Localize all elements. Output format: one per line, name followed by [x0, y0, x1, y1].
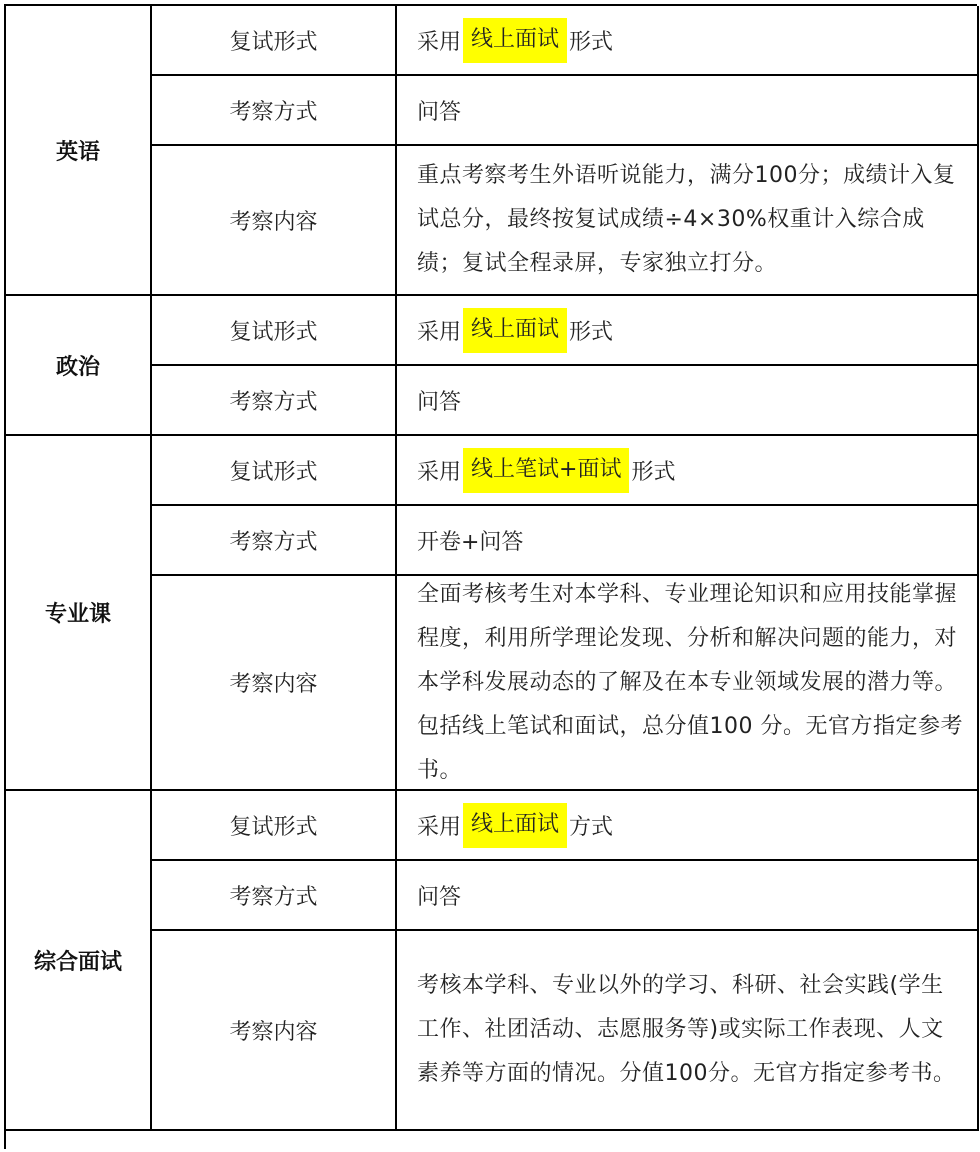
- subject-major: 专业课: [6, 436, 152, 791]
- value-suffix: 形式: [569, 319, 614, 345]
- interview-table: [4, 4, 977, 1149]
- row-label: 复试形式: [152, 296, 397, 366]
- value-prefix: 采用: [417, 29, 462, 55]
- row-value: 问答: [397, 861, 979, 931]
- row-value: [397, 6, 979, 76]
- row-value: 开卷+问答: [397, 506, 979, 576]
- row-value: [397, 296, 979, 366]
- subject-politics: 政治: [6, 296, 152, 436]
- row-label: 考察内容: [152, 146, 397, 296]
- row-label: 考察方式: [152, 506, 397, 576]
- row-value: 重点考察考生外语听说能力，满分100分；成绩计入复试总分，最终按复试成绩÷4×30%权重计入综合成绩；复试全程录屏，专家独立打分。: [397, 146, 979, 296]
- value-prefix: 采用: [417, 459, 462, 485]
- row-label: 考察方式: [152, 366, 397, 436]
- row-value: 问答: [397, 76, 979, 146]
- row-value: [397, 791, 979, 861]
- row-label: 考察内容: [152, 931, 397, 1131]
- highlight-text: 线上笔试+面试: [463, 448, 629, 493]
- value-prefix: 采用: [417, 814, 462, 840]
- row-label: 考察方式: [152, 76, 397, 146]
- row-value: 问答: [397, 366, 979, 436]
- row-label: 复试形式: [152, 791, 397, 861]
- row-value: 考核本学科、专业以外的学习、科研、社会实践(学生工作、社团活动、志愿服务等)或实际工作表现、人文素养等方面的情况。分值100分。无官方指定参考书。: [397, 931, 979, 1131]
- row-value: [397, 436, 979, 506]
- subject-comprehensive: 综合面试: [6, 791, 152, 1131]
- value-suffix: 形式: [569, 29, 614, 55]
- value-prefix: 采用: [417, 319, 462, 345]
- row-label: 考察方式: [152, 861, 397, 931]
- row-label: 复试形式: [152, 436, 397, 506]
- highlight-text: 线上面试: [463, 803, 567, 848]
- highlight-text: 线上面试: [463, 308, 567, 353]
- value-suffix: 形式: [631, 459, 676, 485]
- highlight-text: 线上面试: [463, 18, 567, 63]
- row-value: 全面考核考生对本学科、专业理论知识和应用技能掌握程度，利用所学理论发现、分析和解决问题的能力，对本学科发展动态的了解及在本专业领域发展的潜力等。包括线上笔试和面试，总分值100 分。无官方指定参考书。: [397, 576, 979, 791]
- row-label: 复试形式: [152, 6, 397, 76]
- subject-english: 英语: [6, 6, 152, 296]
- value-suffix: 方式: [569, 814, 614, 840]
- row-label: 考察内容: [152, 576, 397, 791]
